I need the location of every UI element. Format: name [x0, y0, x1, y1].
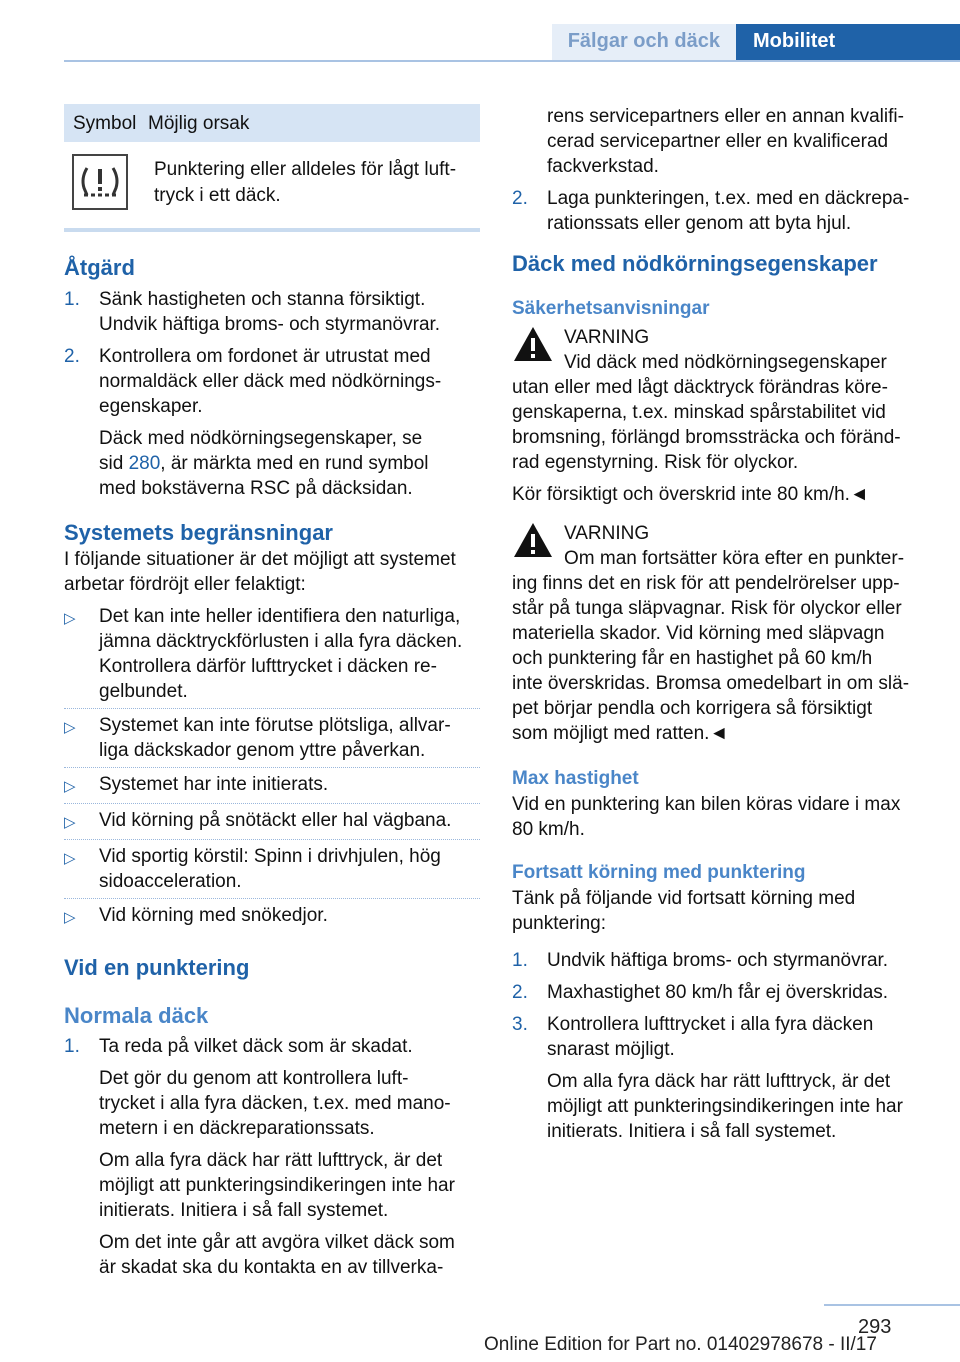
intro-line: I följande situationer är det möjligt att systemet	[64, 549, 456, 570]
warning-label: VARNING	[564, 523, 650, 544]
warning-text: ing finns det en risk för att pendelrörelser upp-	[512, 573, 900, 594]
warning-text: genskaperna, t.ex. minskad spårstabilitet vid	[512, 402, 886, 423]
triangle-bullet-icon: ▷	[64, 778, 76, 795]
warning-text: materiella skador. Vid körning med släpvagn	[512, 623, 885, 644]
list-item	[512, 186, 928, 236]
list-item	[64, 768, 480, 804]
list-item	[512, 948, 928, 973]
table-header-symbol: Symbol	[73, 112, 137, 134]
warning-text: Vid däck med nödkörningsegenskaper	[564, 352, 887, 373]
heading-normal-tires: Normala däck	[64, 1003, 209, 1028]
bullet-text: gelbundet.	[99, 681, 188, 702]
warning-text: pet börjar pendla och korrigera så försiktigt	[512, 698, 873, 719]
table-header	[64, 104, 480, 142]
continued-driving-intro	[512, 886, 928, 936]
list-item	[64, 1034, 480, 1280]
step-text: Laga punkteringen, t.ex. med en däckrepa-	[547, 188, 910, 209]
triangle-bullet-icon: ▷	[64, 610, 76, 627]
action-steps	[64, 287, 480, 501]
repair-steps	[512, 186, 928, 236]
limits-intro	[64, 547, 480, 597]
step-number: 2.	[512, 982, 528, 1003]
header-section-tab: Fälgar och däck	[552, 24, 736, 62]
note-line: trycket i alla fyra däcken, t.ex. med mano-	[99, 1093, 451, 1114]
triangle-bullet-icon: ▷	[64, 909, 76, 926]
list-item	[64, 709, 480, 768]
table-bottom-rule	[64, 228, 480, 232]
note-line: Det gör du genom att kontrollera luft-	[99, 1068, 409, 1089]
bullet-text: Vid körning med snökedjor.	[99, 905, 328, 926]
continued-text	[512, 104, 928, 179]
step-text: rationssats eller genom att byta hjul.	[547, 213, 852, 234]
warning-text: inte överskridas. Bromsa omedelbart in om slä-	[512, 673, 910, 694]
note-line: möjligt att punkteringsindikeringen inte har	[99, 1175, 455, 1196]
note-line: är skadat ska du kontakta en av tillverka-	[99, 1257, 444, 1278]
note-line: med bokstäverna RSC på däcksidan.	[99, 478, 413, 499]
list-item	[64, 344, 480, 501]
cause-line: Punktering eller alldeles för lågt luft-	[154, 159, 457, 180]
step-note	[99, 426, 480, 501]
heading-puncture: Vid en punktering	[64, 955, 250, 980]
warning-text: rad egenstyrning. Risk för olyckor.	[512, 452, 799, 473]
heading-max-speed: Max hastighet	[512, 768, 639, 789]
warning-text: står på tunga släpvagnar. Risk för olyckor eller	[512, 598, 902, 619]
warning-block	[512, 521, 928, 746]
bullet-text: Systemet har inte initierats.	[99, 774, 329, 795]
step-text: Undvik häftiga broms- och styrmanövrar.	[547, 950, 889, 971]
note-line: Om det inte går att avgöra vilket däck som	[99, 1232, 455, 1253]
heading-continued-driving: Fortsatt körning med punktering	[512, 862, 806, 883]
table-cause-cell	[148, 154, 480, 220]
normal-tire-steps	[64, 1034, 480, 1280]
step-number: 1.	[64, 289, 80, 310]
text-line: 80 km/h.	[512, 819, 585, 840]
warning-label: VARNING	[564, 327, 650, 348]
warning-triangle-icon	[512, 325, 554, 363]
list-item	[64, 600, 480, 709]
left-column	[64, 104, 480, 1287]
triangle-bullet-icon: ▷	[64, 814, 76, 831]
step-text: Kontrollera om fordonet är utrustat med	[99, 346, 431, 367]
list-item	[64, 840, 480, 899]
step-number: 1.	[512, 950, 528, 971]
text-line: rens servicepartners eller en annan kvalifi-	[547, 106, 904, 127]
heading-safety: Säkerhetsanvisningar	[512, 298, 710, 319]
note-line: initierats. Initiera i så fall systemet.	[547, 1121, 837, 1142]
warning-text: och punktering får en hastighet på 60 km/h	[512, 648, 873, 669]
step-note	[99, 1148, 480, 1223]
warning-text: utan eller med lågt däcktryck förändras köre-	[512, 377, 888, 398]
step-note	[99, 1066, 480, 1141]
note-line: Om alla fyra däck har rätt lufttryck, är det	[99, 1150, 443, 1171]
bullet-text: Vid sportig körstil: Spinn i drivhjulen, hög	[99, 846, 441, 867]
step-text: snarast möjligt.	[547, 1039, 675, 1060]
table-row	[64, 142, 480, 220]
bullet-text: jämna däcktryckförlusten i alla fyra däcken.	[99, 631, 463, 652]
text-line: punktering:	[512, 913, 607, 934]
list-item	[64, 287, 480, 337]
limits-list	[64, 600, 480, 934]
bullet-text: Systemet kan inte förutse plötsliga, allvar-	[99, 715, 451, 736]
bullet-text: Vid körning på snötäckt eller hal vägbana.	[99, 810, 452, 831]
heading-runflat-tires: Däck med nödkörningsegenskaper	[512, 251, 878, 276]
warning-text: bromsning, förlängd bromssträcka och föränd-	[512, 427, 901, 448]
list-item	[512, 980, 928, 1005]
page-reference-link[interactable]: 280	[128, 453, 161, 474]
list-item	[512, 1012, 928, 1144]
step-number: 1.	[64, 1036, 80, 1057]
warning-text: som möjligt med ratten.◄	[512, 723, 729, 744]
text-line: cerad servicepartner eller en kvalificerad	[547, 131, 889, 152]
header-chapter-tab: Mobilitet	[736, 24, 960, 62]
note-line: Om alla fyra däck har rätt lufttryck, är det	[547, 1071, 891, 1092]
step-text: normaldäck eller däck med nödkörnings-	[99, 371, 442, 392]
note-text: sid	[99, 453, 129, 474]
note-line	[99, 451, 480, 476]
warning-text: Om man fortsätter köra efter en punkter-	[564, 548, 905, 569]
edition-note: Online Edition for Part no. 01402978678 - II/17	[484, 1334, 877, 1355]
intro-line: arbetar fördröjt eller felaktigt:	[64, 574, 306, 595]
continued-driving-steps	[512, 948, 928, 1144]
text-line: Vid en punktering kan bilen köras vidare i max	[512, 794, 901, 815]
bullet-text: sidoacceleration.	[99, 871, 242, 892]
warning-triangle-icon	[512, 521, 554, 559]
step-number: 3.	[512, 1014, 528, 1035]
step-text: Undvik häftiga broms- och styrmanövrar.	[99, 314, 441, 335]
triangle-bullet-icon: ▷	[64, 719, 76, 736]
triangle-bullet-icon: ▷	[64, 850, 76, 867]
step-text: Maxhastighet 80 km/h får ej överskridas.	[547, 982, 889, 1003]
bullet-text: Kontrollera därför lufttrycket i däcken re-	[99, 656, 437, 677]
warning-text: Kör försiktigt och överskrid inte 80 km/h.◄	[512, 484, 869, 505]
note-line: Däck med nödkörningsegenskaper, se	[99, 428, 423, 449]
step-text: Kontrollera lufttrycket i alla fyra däcken	[547, 1014, 874, 1035]
max-speed-text	[512, 792, 928, 842]
note-line: initierats. Initiera i så fall systemet.	[99, 1200, 389, 1221]
heading-atgard: Åtgärd	[64, 255, 135, 280]
page-number: 293	[858, 1316, 892, 1338]
step-number: 2.	[64, 346, 80, 367]
note-line: möjligt att punkteringsindikeringen inte har	[547, 1096, 903, 1117]
list-item	[64, 899, 480, 934]
header-rule	[64, 60, 960, 62]
list-item	[64, 804, 480, 840]
right-column	[512, 104, 928, 1151]
cause-line: tryck i ett däck.	[154, 185, 281, 206]
heading-system-limits: Systemets begränsningar	[64, 520, 333, 545]
step-note	[547, 1069, 928, 1144]
bullet-text: liga däckskador genom yttre påverkan.	[99, 740, 426, 761]
step-number: 2.	[512, 188, 528, 209]
step-text: egenskaper.	[99, 396, 203, 417]
tire-pressure-warning-icon	[72, 154, 128, 210]
step-text: Ta reda på vilket däck som är skadat.	[99, 1036, 413, 1057]
footer-rule	[824, 1304, 960, 1306]
step-note	[99, 1230, 480, 1280]
note-line: metern i en däckreparationssats.	[99, 1118, 375, 1139]
bullet-text: Det kan inte heller identifiera den naturliga,	[99, 606, 461, 627]
table-header-cause: Möjlig orsak	[148, 112, 250, 134]
text-line: fackverkstad.	[547, 156, 659, 177]
note-text: , är märkta med en rund symbol	[160, 453, 429, 474]
step-text: Sänk hastigheten och stanna försiktigt.	[99, 289, 426, 310]
text-line: Tänk på följande vid fortsatt körning med	[512, 888, 856, 909]
warning-block	[512, 325, 928, 507]
